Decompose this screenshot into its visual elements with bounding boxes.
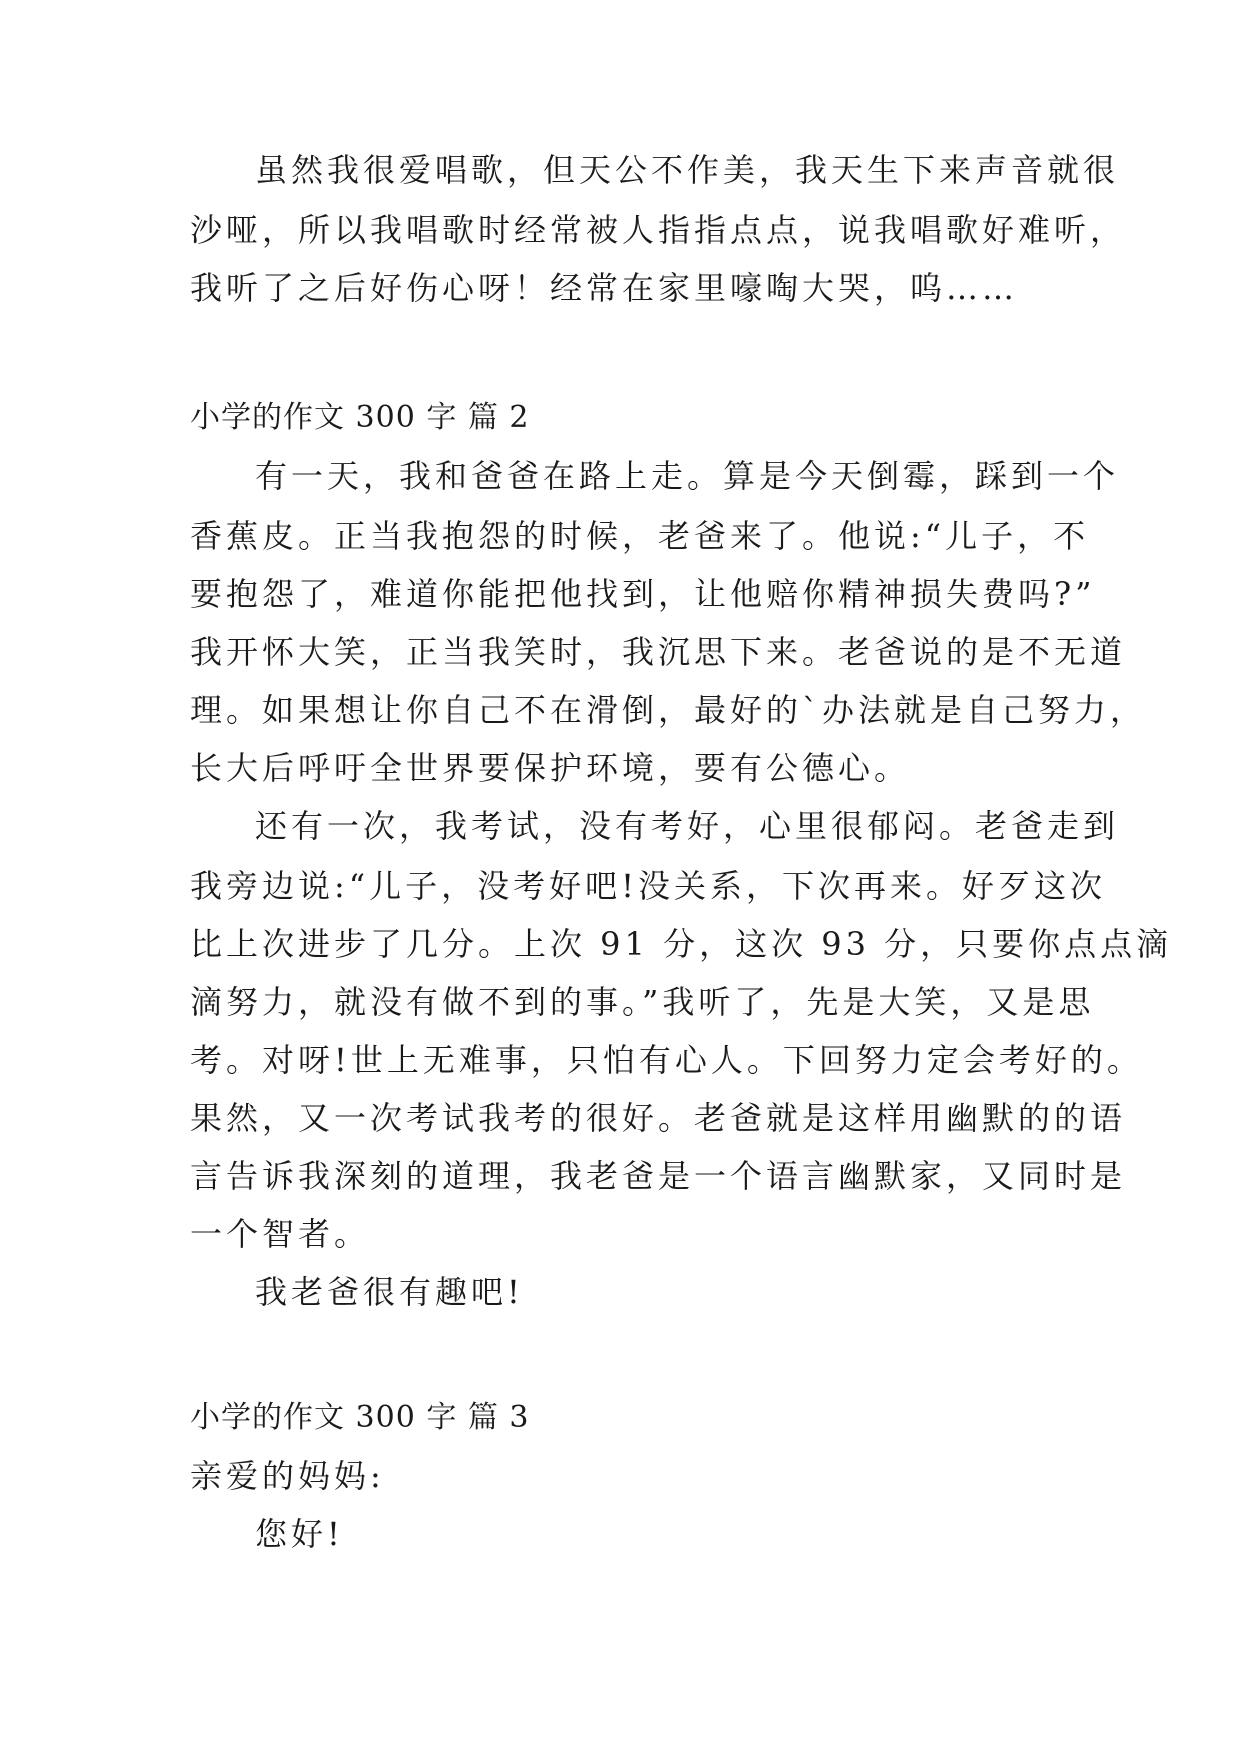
section-heading-2: 小学的作文 300 字 篇 2 [190,400,530,435]
paragraph-3-line-4: 滴努力，就没有做不到的事。”我听了，先是大笑，又是思 [190,983,1095,1021]
letter-greeting: 您好! [255,1515,344,1553]
paragraph-2-line-2: 香蕉皮。正当我抱怨的时候，老爸来了。他说:“儿子，不 [190,517,1090,555]
paragraph-3-line-7: 言告诉我深刻的道理，我老爸是一个语言幽默家，又同时是 [190,1157,1127,1195]
paragraph-2-line-5: 理。如果想让你自己不在滑倒，最好的`办法就是自己努力， [190,691,1147,729]
paragraph-3-line-6: 果然，又一次考试我考的很好。老爸就是这样用幽默的的语 [190,1099,1127,1137]
letter-salutation: 亲爱的妈妈: [190,1457,385,1495]
paragraph-2-line-3: 要抱怨了，难道你能把他找到，让他赔你精神损失费吗?” [190,575,1096,613]
paragraph-3-line-3: 比上次进步了几分。上次 91 分，这次 93 分，只要你点点滴 [190,925,1173,963]
paragraph-2-line-1: 有一天，我和爸爸在路上走。算是今天倒霉，踩到一个 [255,457,1120,495]
section-heading-3: 小学的作文 300 字 篇 3 [190,1400,530,1435]
paragraph-3-line-2: 我旁边说:“儿子，没考好吧!没关系，下次再来。好歹这次 [190,867,1107,905]
paragraph-1-line-2: 沙哑，所以我唱歌时经常被人指指点点，说我唱歌好难听， [190,211,1127,249]
paragraph-3-line-1: 还有一次，我考试，没有考好，心里很郁闷。老爸走到 [255,807,1120,845]
paragraph-4: 我老爸很有趣吧! [255,1273,524,1311]
paragraph-2-line-6: 长大后呼吁全世界要保护环境，要有公德心。 [190,749,911,787]
paragraph-2-line-4: 我开怀大笑，正当我笑时，我沉思下来。老爸说的是不无道 [190,633,1127,671]
paragraph-3-line-8: 一个智者。 [190,1215,371,1253]
paragraph-3-line-5: 考。对呀!世上无难事，只怕有心人。下回努力定会考好的。 [190,1041,1143,1079]
paragraph-1-line-3: 我听了之后好伤心呀！经常在家里嚎啕大哭，呜…… [190,269,1019,307]
paragraph-1-line-1: 虽然我很爱唱歌，但天公不作美，我天生下来声音就很 [255,151,1120,189]
